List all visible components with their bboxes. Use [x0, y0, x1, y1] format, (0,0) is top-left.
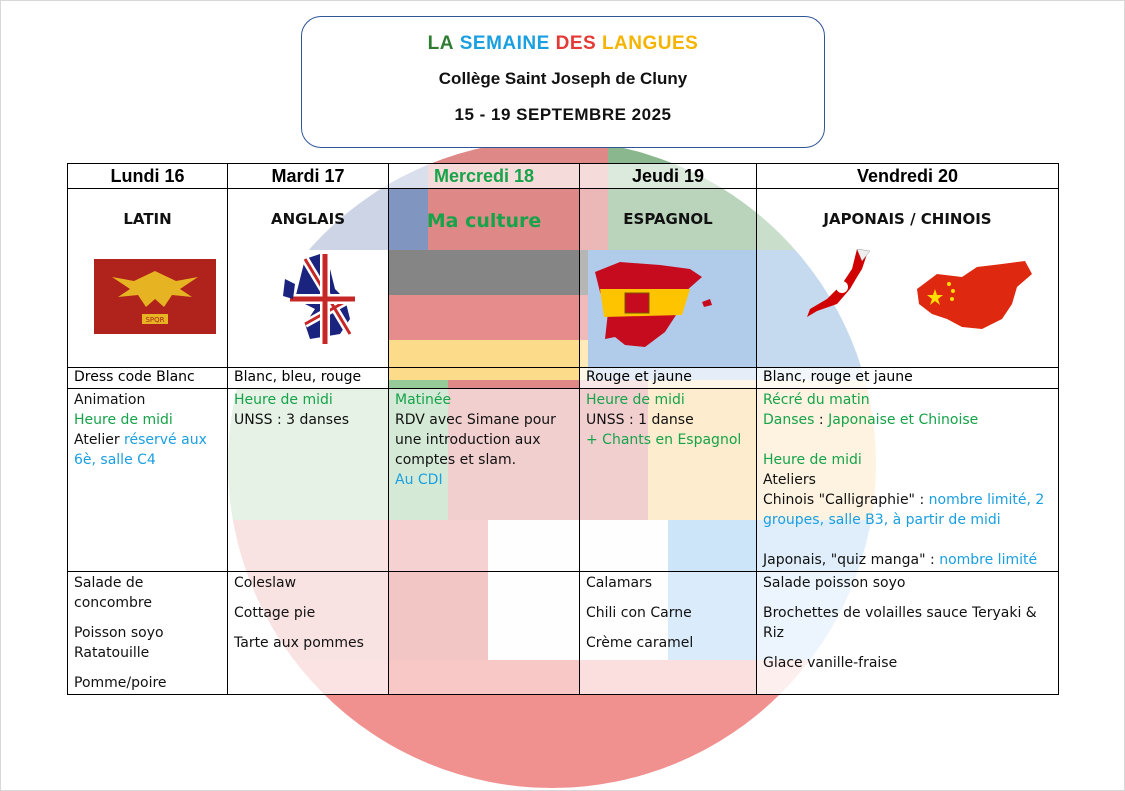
spacer — [763, 530, 1052, 550]
language-name: JAPONAIS / CHINOIS — [823, 210, 992, 228]
day-header: Vendredi 20 — [757, 164, 1059, 189]
menu-item: Coleslaw — [234, 575, 297, 591]
language-name: ANGLAIS — [270, 210, 346, 228]
activity-line: + Chants en Espagnol — [586, 432, 742, 448]
spacer — [74, 613, 221, 623]
dress-code-row — [68, 368, 1059, 389]
activity-part: Japonais, "quiz manga" : — [763, 552, 940, 568]
activity-part: Chinois "Calligraphie" : — [763, 492, 929, 508]
event-dates: 15 - 19 SEPTEMBRE 2025 — [454, 105, 672, 124]
day-header: Lundi 16 — [68, 164, 228, 189]
activity-line — [763, 490, 1052, 530]
activity-part: Japonaise et Chinoise — [828, 412, 979, 428]
language-name: ESPAGNOL — [623, 210, 713, 228]
activity-line: Heure de midi — [586, 392, 685, 408]
menu-item: Poisson soyo — [74, 625, 164, 641]
menu-cell — [580, 572, 757, 695]
spacer — [234, 623, 382, 633]
activities-row — [68, 389, 1059, 572]
activity-line: Heure de midi — [763, 452, 862, 468]
activities-cell — [757, 389, 1059, 572]
activity-part: Atelier — [74, 432, 125, 448]
activity-line: RDV avec Simane pour une introduction aux comptes et slam. — [395, 412, 556, 468]
activity-line: Au CDI — [395, 472, 443, 488]
day-header-row — [68, 164, 1059, 189]
language-name: Ma culture — [426, 210, 542, 232]
menu-item: Calamars — [586, 575, 653, 591]
language-cell — [389, 189, 580, 368]
activities-cell — [228, 389, 389, 572]
activity-line: Matinée — [395, 392, 452, 408]
language-row — [68, 189, 1059, 368]
activity-line — [763, 550, 1052, 570]
activity-part: nombre limité, 2 groupes, salle B3, à partir de midi — [763, 492, 1045, 528]
spacer — [234, 593, 382, 603]
header-box — [301, 16, 825, 148]
activity-line: Ateliers — [763, 472, 816, 488]
japan-map-flag-icon — [802, 249, 882, 319]
schedule-table — [67, 163, 1059, 695]
day-header: Jeudi 19 — [580, 164, 757, 189]
language-cell — [228, 189, 389, 368]
activity-line: Heure de midi — [234, 392, 333, 408]
menu-cell — [68, 572, 228, 695]
menu-item: Glace vanille-fraise — [763, 655, 898, 671]
spacer — [586, 623, 750, 633]
spqr-text: SPQR — [145, 316, 165, 324]
menu-row — [68, 572, 1059, 695]
language-name: LATIN — [123, 210, 172, 228]
spacer — [74, 663, 221, 673]
title-word: SEMAINE — [459, 33, 550, 54]
title-word: LA — [427, 33, 454, 54]
china-map-flag-icon — [907, 259, 1037, 334]
event-title — [302, 33, 824, 55]
menu-item: Brochettes de volailles sauce Teryaki & Riz — [763, 605, 1037, 641]
day-header: Mardi 17 — [228, 164, 389, 189]
language-cell — [580, 189, 757, 368]
spain-map-flag-icon — [590, 257, 718, 357]
title-word: DES — [555, 33, 597, 54]
activities-cell — [389, 389, 580, 572]
activity-line: Heure de midi — [74, 412, 173, 428]
dress-code-cell — [389, 368, 580, 389]
menu-cell — [228, 572, 389, 695]
dress-code-cell: Rouge et jaune — [580, 368, 757, 389]
menu-cell — [389, 572, 580, 695]
activity-line: 6è, salle C4 — [74, 452, 156, 468]
spacer — [586, 593, 750, 603]
activity-line: Récré du matin — [763, 392, 870, 408]
language-cell — [68, 189, 228, 368]
menu-item: Crème caramel — [586, 635, 694, 651]
activity-part: réservé aux — [124, 432, 207, 448]
activity-part: : — [814, 412, 829, 428]
uk-flag-icon — [275, 254, 385, 344]
title-word: LANGUES — [601, 33, 699, 54]
dress-code-cell: Blanc, rouge et jaune — [757, 368, 1059, 389]
spacer — [763, 430, 1052, 450]
menu-item: Ratatouille — [74, 645, 150, 661]
menu-item: Salade poisson soyo — [763, 575, 906, 591]
school-name: Collège Saint Joseph de Cluny — [438, 69, 688, 88]
activity-part: nombre limité — [939, 552, 1038, 568]
activity-line: UNSS : 3 danses — [234, 412, 350, 428]
menu-item: Tarte aux pommes — [234, 635, 364, 651]
menu-item: Pomme/poire — [74, 675, 167, 691]
spacer — [763, 643, 1052, 653]
roman-eagle-flag-icon — [94, 259, 216, 334]
activities-cell — [68, 389, 228, 572]
dress-code-cell: Dress code Blanc — [68, 368, 228, 389]
language-cell — [757, 189, 1059, 368]
activity-line — [763, 410, 1052, 430]
activity-part: Danses — [763, 412, 815, 428]
menu-item: Chili con Carne — [586, 605, 692, 621]
day-header: Mercredi 18 — [389, 164, 580, 189]
menu-item: Salade de concombre — [74, 575, 152, 611]
activity-line: UNSS : 1 danse — [586, 412, 694, 428]
activity-line: Animation — [74, 392, 146, 408]
activities-cell — [580, 389, 757, 572]
menu-item: Cottage pie — [234, 605, 316, 621]
menu-cell — [757, 572, 1059, 695]
dress-code-cell: Blanc, bleu, rouge — [228, 368, 389, 389]
spacer — [763, 593, 1052, 603]
activity-line — [74, 430, 221, 450]
